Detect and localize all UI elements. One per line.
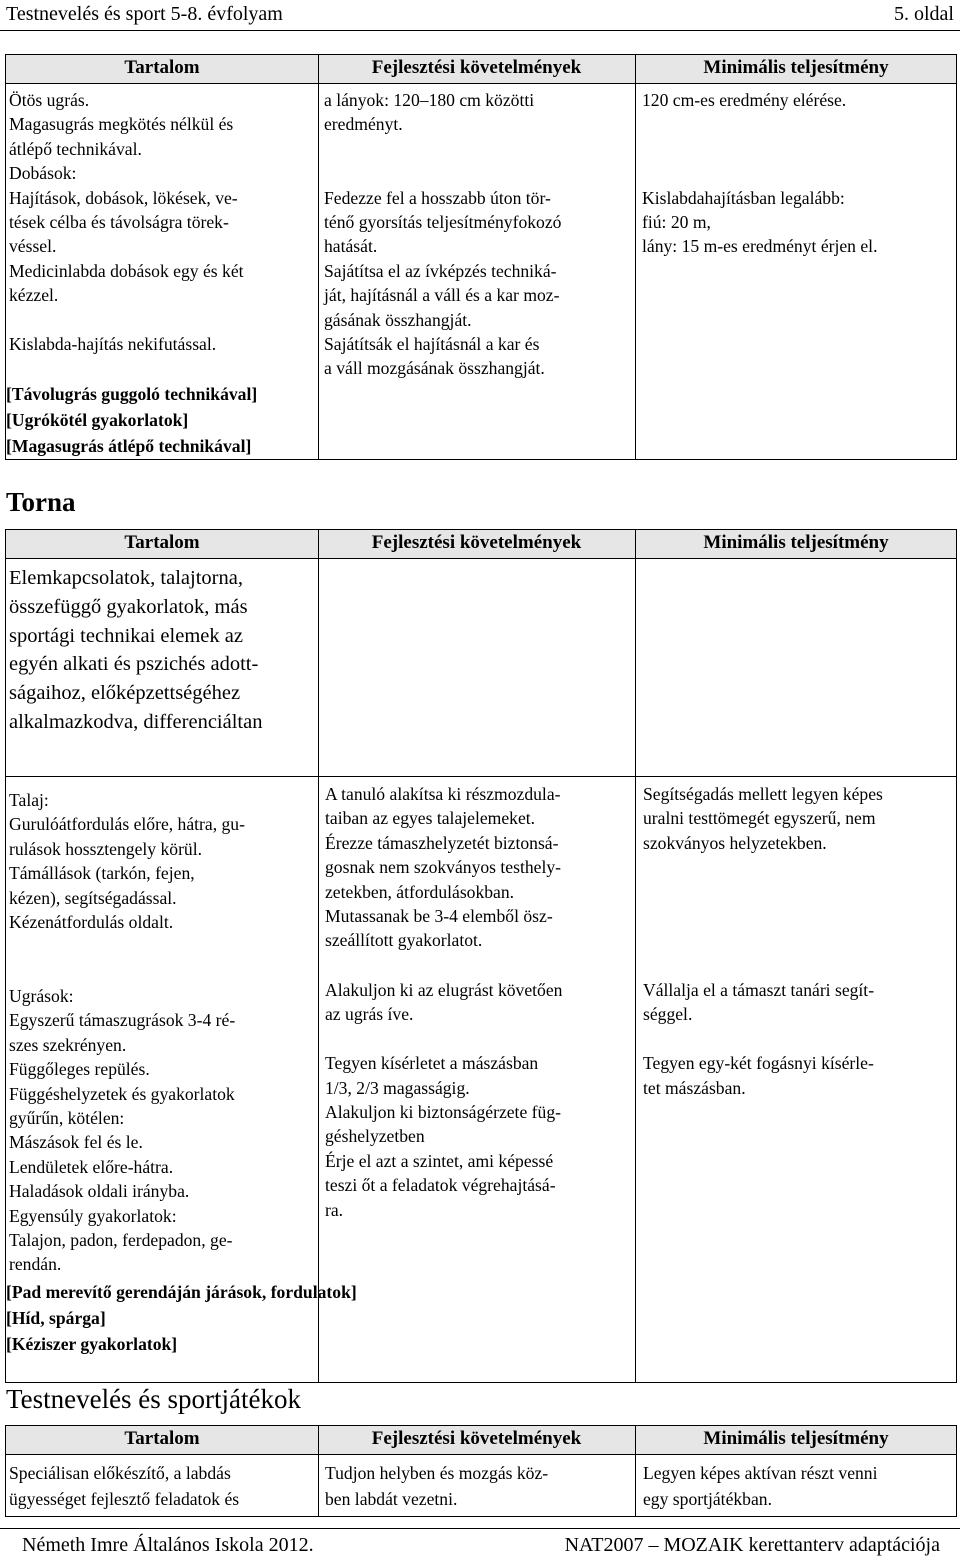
text-line: Talaj: [9,790,49,810]
text-line: összefüggő gyakorlatok, más [9,595,248,618]
cell-talaj-content [9,788,245,934]
text-line: 1/3, 2/3 magasságig. [325,1077,470,1098]
text-line: rulások hossztengely körül. [9,838,203,859]
text-line: ra. [325,1199,344,1220]
text-line: Függőleges repülés. [9,1059,150,1080]
text-line: [Pad merevítő gerendáján járások, fordulatok] [6,1282,357,1302]
text-line: egy sportjátékban. [643,1489,772,1509]
text-line: ténő gyorsítás teljesítményfokozó [324,212,562,233]
cell-intro [9,564,262,737]
text-line: géshelyzetben [325,1126,425,1147]
col-header-minimum: Minimális teljesítmény [703,532,889,553]
text-line: szes szekrényen. [9,1034,127,1055]
text-line: Vállalja el a támaszt tanári segít- [643,980,875,1000]
text-line: Tegyen kísérletet a mászásban [325,1053,539,1074]
cell-talaj-minimum [643,782,883,855]
col-header-minimum: Minimális teljesítmény [703,57,889,78]
cell-sport-minimum [643,1460,878,1512]
text-line: Medicinlabda dobások egy és két [9,260,244,281]
text-line: lány: 15 m-es eredményt érjen el. [642,236,878,257]
text-line [642,137,877,161]
row-divider [5,776,957,777]
text-line: alkalmazkodva, differenciáltan [9,710,263,733]
header-divider [5,1454,957,1455]
cell-minimum [642,88,877,259]
header-divider [5,558,957,559]
col-header-requirements: Fejlesztési követelmények [371,532,582,553]
text-line: teszi őt a feladatok végrehajtásá- [325,1175,556,1196]
text-line: ügyességet fejlesztő feladatok és [9,1489,240,1509]
text-line: véssel. [9,236,57,257]
text-line: kézen), segítségadással. [9,887,177,908]
text-line: kézzel. [9,285,59,306]
text-line: [Távolugrás guggoló technikával] [6,384,258,404]
text-line [324,161,561,185]
text-line: Sajátítsa el az ívképzés techniká- [324,260,557,281]
text-line: Speciálisan előkészítő, a labdás [9,1463,231,1483]
text-line: Talajon, padon, ferdepadon, ge- [9,1230,233,1251]
col-header-content: Tartalom [124,57,200,78]
text-line: Tudjon helyben és mozgás köz- [325,1463,549,1483]
text-line: Dobások: [9,163,77,184]
cell-requirements [324,88,561,381]
text-line: Egyensúly gyakorlatok: [9,1205,177,1226]
header-rule [0,30,960,31]
cell-ugrasok-requirements [325,978,562,1222]
text-line: Ötös ugrás. [9,90,90,110]
col-header-content: Tartalom [124,1428,200,1449]
footer-curriculum: NAT2007 – MOZAIK kerettanterv adaptációja [564,1534,940,1556]
text-line [642,161,877,185]
text-line: Segítségadás mellett legyen képes [643,784,883,804]
text-line: Hajítások, dobások, lökések, ve- [9,187,238,208]
text-line: egyén alkati és pszichés adott- [9,653,259,676]
text-line: szokványos helyzetekben. [643,832,827,853]
text-line: gyűrűn, kötélen: [9,1108,125,1129]
cell-sport-content [9,1460,239,1512]
text-line: Alakuljon ki biztonságérzete füg- [325,1102,561,1123]
text-line: az ugrás íve. [325,1004,414,1025]
cell-ugrasok-minimum [643,978,874,1100]
text-line: uralni testtömegét egyszerű, nem [643,808,876,829]
col-header-content: Tartalom [124,532,200,553]
text-line [643,1027,874,1051]
text-line: Gurulóátfordulás előre, hátra, gu- [9,814,245,835]
text-line: tet mászásban. [643,1077,746,1098]
text-line: [Kéziszer gyakorlatok] [6,1334,178,1354]
text-line: Függéshelyzetek és gyakorlatok [9,1083,235,1104]
footer-rule [0,1528,960,1529]
cell-ugrasok-content [9,984,235,1277]
text-line: taiban az egyes talajelemeket. [325,808,536,829]
col-divider [318,529,319,1383]
text-line: Érje el azt a szintet, ami képessé [325,1150,554,1171]
col-header-minimum: Minimális teljesítmény [703,1428,889,1449]
col-divider [318,54,319,460]
cell-content [9,88,244,356]
text-line: 120 cm-es eredmény elérése. [642,90,847,110]
col-header-requirements: Fejlesztési követelmények [371,57,582,78]
text-line [324,137,561,161]
text-line: Legyen képes aktívan részt venni [643,1463,878,1483]
text-line: szeállított gyakorlatot. [325,930,483,951]
text-line: eredményt. [324,114,403,135]
text-line: ját, hajításnál a váll és a kar moz- [324,285,560,306]
text-line: tések célba és távolságra törek- [9,212,229,233]
footer-school: Németh Imre Általános Iskola 2012. [22,1534,314,1556]
header-divider [5,83,957,84]
text-line: Ugrások: [9,986,74,1006]
cell-ugrasok-bold [6,1279,357,1357]
text-line: Magasugrás megkötés nélkül és [9,114,234,135]
text-line: A tanuló alakítsa ki részmozdula- [325,784,561,804]
col-divider [635,54,636,460]
cell-sport-requirements [325,1460,548,1512]
text-line: hatását. [324,236,378,257]
text-line [642,112,877,136]
text-line: a váll mozgásának összhangját. [324,358,545,379]
text-line: ben labdát vezetni. [325,1489,458,1509]
text-line: fiú: 20 m, [642,212,711,233]
text-line: Kislabda-hajítás nekifutással. [9,334,217,355]
text-line: [Híd, spárga] [6,1308,106,1328]
section-title-torna: Torna [6,487,76,517]
text-line [325,1027,562,1051]
cell-talaj-requirements [325,782,561,953]
text-line: a lányok: 120–180 cm közötti [324,90,535,110]
text-line: rendán. [9,1254,62,1275]
text-line: zetekben, átfordulásokban. [325,881,515,902]
text-line: Kézenátfordulás oldalt. [9,912,174,933]
text-line: Tegyen egy-két fogásnyi kísérle- [643,1053,874,1074]
text-line: Fedezze fel a hosszabb úton tör- [324,187,551,208]
page-number: 5. oldal [894,3,954,25]
text-line: Lendületek előre-hátra. [9,1156,174,1177]
text-line [9,308,244,332]
text-line: Támállások (tarkón, fejen, [9,863,195,884]
text-line: Kislabdahajításban legalább: [642,187,845,208]
text-line: átlépő technikával. [9,138,142,159]
text-line: Haladások oldali irányba. [9,1181,190,1202]
text-line: gásának összhangját. [324,309,472,330]
text-line: Elemkapcsolatok, talajtorna, [9,567,243,589]
text-line: ságaihoz, előképzettségéhez [9,682,241,705]
section-title-sport: Testnevelés és sportjátékok [6,1384,302,1414]
text-line: séggel. [643,1004,693,1025]
text-line: Érezze támaszhelyzetét biztonsá- [325,832,559,853]
text-line: Alakuljon ki az elugrást követően [325,980,563,1000]
cell-content-bold [6,381,257,459]
col-divider [635,529,636,1383]
page-header-title: Testnevelés és sport 5-8. évfolyam [6,3,283,25]
text-line: [Ugrókötél gyakorlatok] [6,410,189,430]
text-line: Mutassanak be 3-4 elemből ösz- [325,906,553,927]
text-line: Sajátítsák el hajításnál a kar és [324,334,540,355]
text-line: Egyszerű támaszugrások 3-4 ré- [9,1010,236,1031]
text-line: sportági technikai elemek az [9,624,243,647]
text-line: Mászások fel és le. [9,1132,143,1153]
text-line: [Magasugrás átlépő technikával] [6,436,252,456]
col-header-requirements: Fejlesztési követelmények [371,1428,582,1449]
text-line: gosnak nem szokványos testhely- [325,857,562,878]
